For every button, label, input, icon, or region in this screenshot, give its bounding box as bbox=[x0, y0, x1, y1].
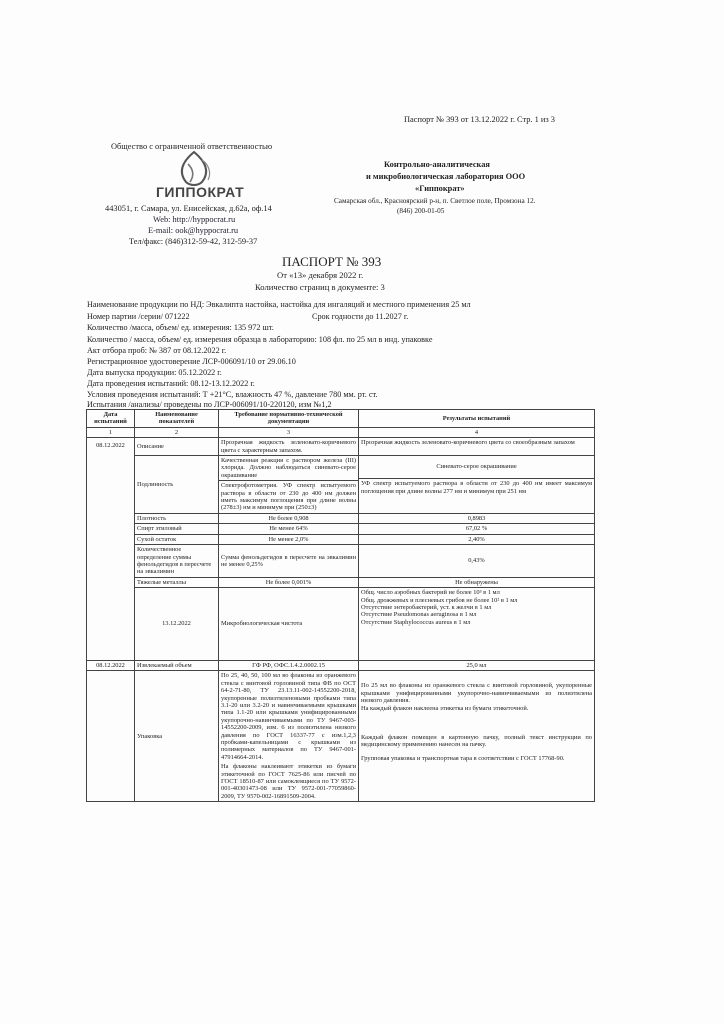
result-cell: 67,02 % bbox=[359, 524, 595, 534]
indicator-cell: Спирт этиловый bbox=[135, 524, 219, 534]
table-row bbox=[87, 577, 595, 587]
requirement-cell: Не менее 64% bbox=[219, 524, 359, 534]
test-date: Дата проведения испытаний: 08.12-13.12.2022 г. bbox=[87, 379, 255, 388]
table-row bbox=[87, 524, 595, 534]
requirement-cell: Не более 0,908 bbox=[219, 513, 359, 523]
lab-phone: (846) 200-01-05 bbox=[397, 207, 445, 215]
email-link[interactable]: E-mail: ook@hyppocrat.ru bbox=[148, 226, 239, 235]
requirement-text: Отсутствие Pseudomonas aeruginosa в 1 мл bbox=[361, 611, 477, 619]
requirement-text: Общ. число аэробных бактерий не более 10³ в 1 мл bbox=[361, 589, 500, 597]
requirement-cell: Прозрачная жидкость зеленовато-коричневого цвета с характерным запахом. bbox=[219, 438, 359, 456]
test-conditions: Условия проведения испытаний: Т +21°С, влажность 47 %, давление 780 мм. рт. ст. bbox=[87, 390, 378, 399]
indicator-cell: Плотность bbox=[135, 513, 219, 523]
colnum: 3 bbox=[219, 427, 359, 437]
table-row bbox=[87, 456, 595, 514]
release-date: Дата выпуска продукции: 05.12.2022 г. bbox=[87, 368, 222, 377]
test-date-cell bbox=[87, 671, 135, 802]
passport-reference: Паспорт № 393 от 13.12.2022 г. Стр. 1 из 3 bbox=[404, 115, 555, 124]
result-cell bbox=[359, 671, 595, 802]
indicator-cell: Описание bbox=[135, 438, 219, 456]
requirement-text: Спектрофотометрия. УФ спектр испытуемого раствора в области от 230 до 400 нм должен иметь максимум поглощения при длине волны (278±3) нм и минимум при (250±3) bbox=[221, 482, 356, 512]
logo-wordmark: ГИППОКРАТ bbox=[156, 184, 245, 200]
requirement-cell: ГФ РФ, ОФС.1.4.2.0002.15 bbox=[219, 660, 359, 670]
lab-title-line1: Контрольно-аналитическая bbox=[384, 160, 490, 169]
indicator-cell: Микробиологическая чистота bbox=[219, 588, 359, 661]
indicator-cell: Подлинность bbox=[135, 456, 219, 514]
indicator-cell: Количественное определение суммы фенольдегидов в пересчете на эвкалимин bbox=[135, 545, 219, 578]
result-text: На каждый флакон наклеена этикетка из бумаги этикеточной. bbox=[361, 704, 529, 712]
lab-address: Самарская обл., Красноярский р-н, п. Светлое поле, Промзона 12. bbox=[334, 197, 536, 205]
web-link[interactable]: Web: http://hyppocrat.ru bbox=[153, 215, 236, 224]
colnum: 1 bbox=[87, 427, 135, 437]
table-row bbox=[87, 513, 595, 523]
indicator-cell: Сухой остаток bbox=[135, 534, 219, 544]
sampling-act: Акт отбора проб: № 387 от 08.12.2022 г. bbox=[87, 346, 227, 355]
header-indicator: Наименование показателей bbox=[135, 410, 219, 428]
passport-title: ПАСПОРТ № 393 bbox=[282, 254, 382, 269]
page-count: Количество страниц в документе: 3 bbox=[255, 282, 385, 292]
requirement-cell: Сумма фенольдегидов в пересчете на эвкалимин не менее 0,25% bbox=[219, 545, 359, 578]
table-header-row bbox=[87, 410, 595, 428]
registration-certificate: Регистрационное удостоверение ЛСР-006091/10 от 29.06.10 bbox=[87, 357, 296, 366]
result-text: УФ спектр испытуемого раствора в области от 230 до 400 нм имеет максимум поглощения при длине волны 277 нм и минимум при 251 нм bbox=[361, 480, 592, 495]
company-type: Общество с ограниченной ответственностью bbox=[111, 142, 273, 151]
passport-date: От «13» декабря 2022 г. bbox=[277, 270, 364, 280]
test-date-cell: 08.12.2022 bbox=[87, 660, 135, 670]
table-colnum-row bbox=[87, 427, 595, 437]
table-row bbox=[87, 545, 595, 578]
indicator-cell: Извлекаемый объем bbox=[135, 660, 219, 670]
tests-basis: Испытания /анализы/ проведены по ЛСР-006091/10-220120, изм №1,2 bbox=[87, 400, 332, 409]
result-text: Синевато-серое окрашивание bbox=[436, 463, 517, 471]
expiry-date: Срок годности до 11.2027 г. bbox=[312, 312, 409, 321]
colnum: 2 bbox=[135, 427, 219, 437]
header-result: Результаты испытаний bbox=[359, 410, 595, 428]
company-web[interactable] bbox=[153, 215, 235, 224]
table-row bbox=[87, 660, 595, 670]
result-text: По 25 мл во флаконы из оранжевого стекла с винтовой горловиной, укупоренные крышками унифицированными укупорочно-навинчиваемыми из полиэтилена низкого давления. bbox=[361, 682, 592, 705]
result-cell: Прозрачная жидкость зеленовато-коричневого цвета со своеобразным запахом bbox=[359, 438, 595, 456]
indicator-cell: Упаковка bbox=[135, 671, 219, 802]
indicator-cell: Тяжелые металлы bbox=[135, 577, 219, 587]
colnum: 4 bbox=[359, 427, 595, 437]
product-name: Наименование продукции по НД: Эвкалипта настойка, настойка для ингаляций и местного применения 25 мл bbox=[87, 300, 471, 309]
requirement-text: На флаконы наклеивают этикетки из бумаги этикеточной по ГОСТ 7625-86 или писчей по ГОСТ 18510-87 или самоклеящиеся по ТУ 9572-001-40301473-08 или ТУ 9572-001-77059860-2009, ТУ 9570-002-16891509-2004. bbox=[221, 763, 356, 800]
requirement-cell bbox=[219, 671, 359, 802]
test-date-cell: 08.12.2022 bbox=[87, 438, 135, 661]
header-requirement: Требование нормативно-технической документации bbox=[219, 410, 359, 428]
requirement-cell: Не более 0,001% bbox=[219, 577, 359, 587]
company-email[interactable] bbox=[148, 226, 238, 235]
sample-quantity: Количество / масса, объем/ ед. измерения образца в лабораторию: 108 фл. по 25 мл в инд. упаковке bbox=[87, 335, 433, 344]
header-date: Дата испытаний bbox=[87, 410, 135, 428]
requirement-text: Общ. дрожжевых и плесневых грибов не более 10² в 1 мл bbox=[361, 596, 518, 604]
results-table bbox=[86, 409, 595, 802]
company-address: 443051, г. Самара, ул. Енисейская, д.62а, оф.14 bbox=[105, 204, 272, 213]
result-cell bbox=[359, 456, 595, 514]
result-cell: 25,0 мл bbox=[359, 660, 595, 670]
requirement-cell bbox=[359, 588, 595, 661]
requirement-cell bbox=[219, 456, 359, 514]
table-row bbox=[87, 588, 595, 661]
requirement-text: По 25, 40, 50, 100 мл во флаконы из оранжевого стекла с винтовой горловиной типа ФВ по ОСТ 64-2-71-80, ТУ 23.13.11-002-14552200-2018, укупоренные полиэтиленовыми пробками типа 3.1-20 или 3.2-20 и навинчиваемыми крышками типа 1.1-20 или крышками унифицированными укупорочно-навинчиваемыми по ТУ 9467-003-14552200-2009, изм. 6 из полиэтилена низкого давления по ГОСТ 16337-77 с изм.1,2,3 пробками-капельницами с крышками из полимерных материалов по ТУ 9467-001-47914664-2014. bbox=[221, 672, 356, 761]
lab-title-line2: и микробиологическая лаборатория ООО bbox=[366, 172, 526, 181]
lab-title-line3: «Гиппократ» bbox=[415, 184, 465, 193]
requirement-text: Отсутствие Staphylococcus aureus в 1 мл bbox=[361, 618, 471, 626]
batch-number: Номер партии /серии/ 071222 bbox=[87, 312, 190, 321]
requirement-text: Качественная реакция с раствором железа (III) хлорида. Должно наблюдаться синевато-серое окрашивание bbox=[221, 457, 356, 479]
quantity: Количество /масса, объем/ ед. измерения: 135 972 шт. bbox=[87, 323, 274, 332]
table-row bbox=[87, 671, 595, 802]
result-cell: Не обнаружены bbox=[359, 577, 595, 587]
requirement-text: Отсутствие энтеробактерий, уст. к желчи в 1 мл bbox=[361, 603, 492, 611]
result-cell: 2,40% bbox=[359, 534, 595, 544]
result-text: Каждый флакон помещен в картонную пачку, полный текст инструкции по медицинскому применению нанесен на пачку. bbox=[361, 734, 592, 749]
result-cell: 0,8983 bbox=[359, 513, 595, 523]
requirement-cell: Не менее 2,0% bbox=[219, 534, 359, 544]
company-phone: Тел/факс: (846)312-59-42, 312-59-37 bbox=[129, 237, 258, 246]
result-text: Групповая упаковка и транспортная тара в соответствии с ГОСТ 17768-90. bbox=[361, 754, 565, 762]
test-date-cell: 13.12.2022 bbox=[135, 588, 219, 661]
result-cell: 0,43% bbox=[359, 545, 595, 578]
table-row bbox=[87, 534, 595, 544]
table-row bbox=[87, 438, 595, 456]
